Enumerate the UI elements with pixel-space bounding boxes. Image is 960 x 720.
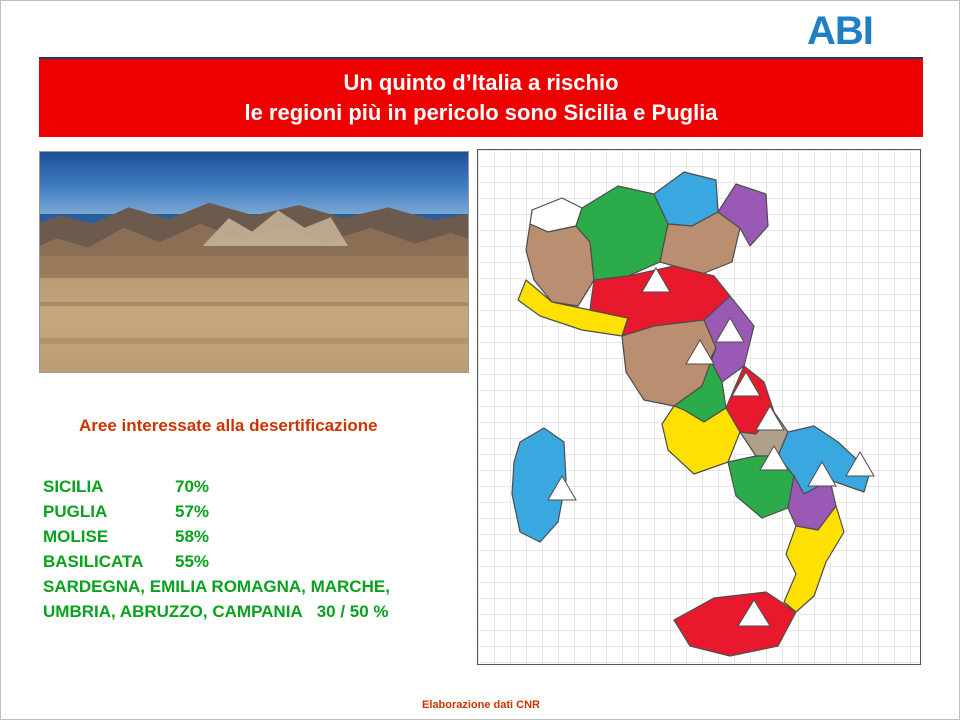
legend-row — [43, 474, 483, 499]
legend-value: 57% — [175, 502, 210, 521]
logo-text: ABI — [807, 9, 873, 53]
photo-plain-streak-1 — [40, 302, 468, 306]
legend-label: SARDEGNA, EMILIA ROMAGNA, MARCHE, — [43, 577, 390, 596]
legend-row — [43, 499, 483, 524]
legend-row — [43, 599, 483, 624]
legend-label: UMBRIA, ABRUZZO, CAMPANIA — [43, 602, 303, 621]
legend-row — [43, 524, 483, 549]
photo-sky — [40, 152, 468, 214]
desert-landscape-photo — [39, 151, 469, 373]
legend-row — [43, 549, 483, 574]
source-note: Elaborazione dati CNR — [422, 699, 540, 711]
legend-label: BASILICATA — [43, 552, 144, 571]
legend-label: SICILIA — [43, 477, 104, 496]
legend-value: 58% — [175, 527, 210, 546]
photo-desert-plain — [40, 278, 468, 372]
abi-logo — [807, 9, 937, 53]
legend-title: Aree interessate alla desertificazione — [79, 416, 378, 435]
legend-label: MOLISE — [43, 527, 109, 546]
title-band — [39, 59, 923, 137]
title-line-2: le regioni più in pericolo sono Sicilia e Puglia — [244, 100, 718, 125]
legend-value: 30 / 50 % — [316, 602, 389, 621]
title-line-1: Un quinto d’Italia a rischio — [343, 70, 619, 95]
legend-list — [43, 474, 483, 624]
region-sicilia — [674, 592, 796, 656]
italy-desertification-map — [477, 149, 921, 665]
legend-label: PUGLIA — [43, 502, 108, 521]
legend-value: 55% — [175, 552, 210, 571]
italy-map-svg — [478, 150, 920, 664]
legend-row — [43, 574, 483, 599]
photo-plain-streak-2 — [40, 338, 468, 344]
legend-value: 70% — [175, 477, 210, 496]
